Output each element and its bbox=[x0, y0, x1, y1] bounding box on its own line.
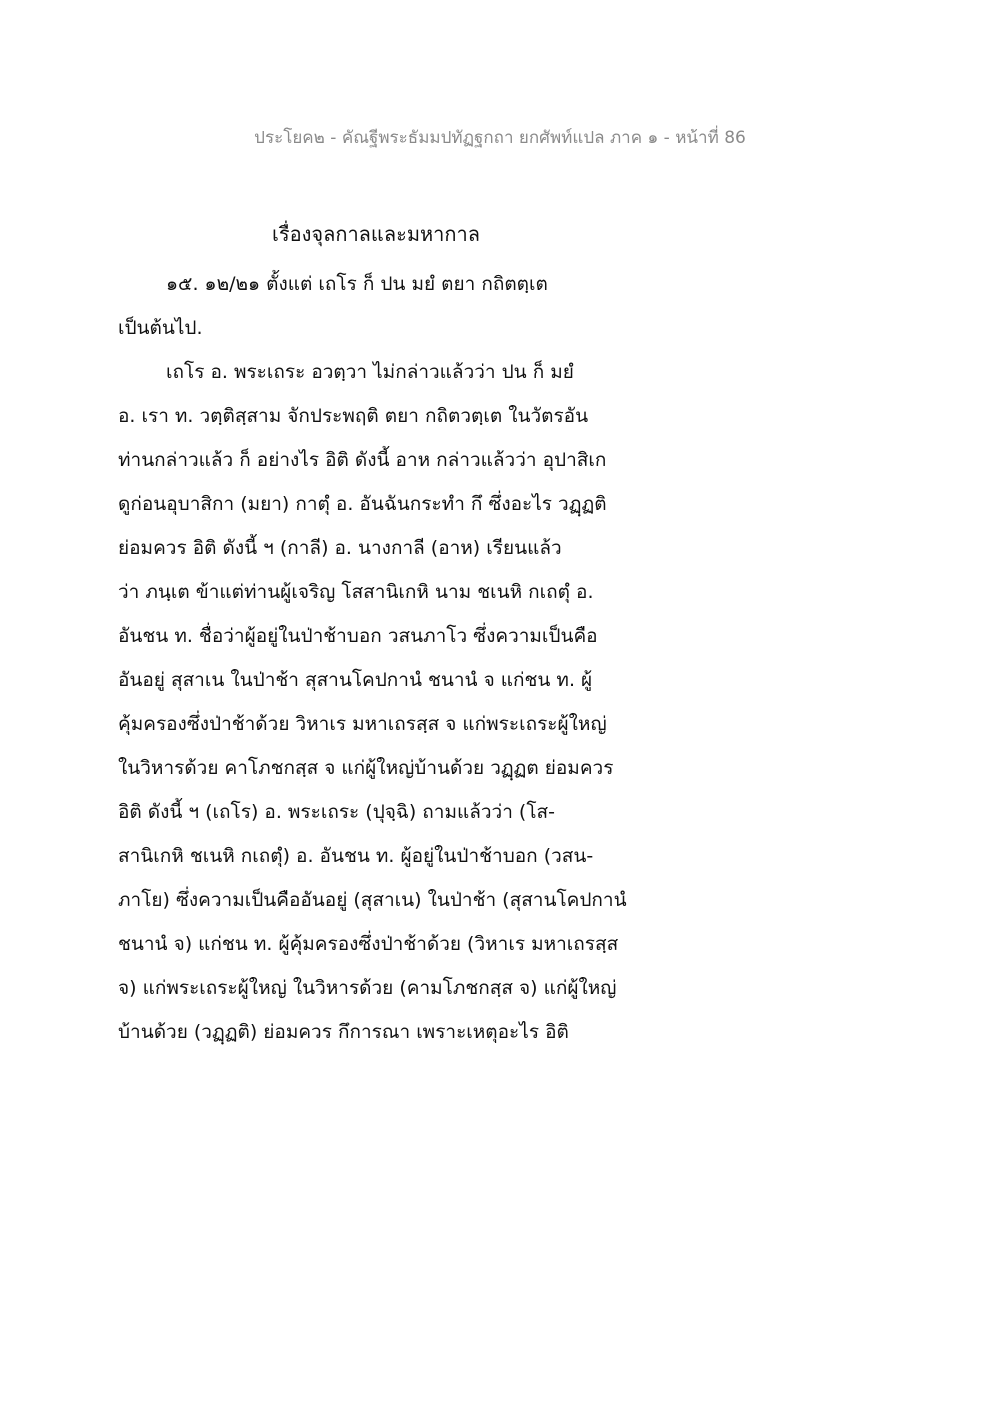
text-line: ว่า ภนฺเต ข้าแต่ท่านผู้เจริญ โสสานิเกหิ นาม ชเนหิ กเถตุํ อ. bbox=[118, 581, 594, 603]
text-line: เถโร อ. พระเถระ อวตฺวา ไม่กล่าวแล้วว่า ปน ก็ มยํ bbox=[166, 361, 574, 383]
text-line: อันอยู่ สุสาเน ในป่าช้า สุสานโคปกานํ ชนานํ จ แก่ชน ท. ผู้ bbox=[118, 669, 593, 691]
running-header: ประโยค๒ - คัณฐีพระธัมมปทัฏฐกถา ยกศัพท์แปล ภาค ๑ - หน้าที่ 86 bbox=[254, 128, 746, 148]
text-line: คุ้มครองซึ่งป่าช้าด้วย วิหาเร มหาเถรสฺส จ แก่พระเถระผู้ใหญ่ bbox=[118, 713, 607, 735]
text-line: ในวิหารด้วย คาโภชกสฺส จ แก่ผู้ใหญ่บ้านด้วย วฏฺฏต ย่อมควร bbox=[118, 757, 614, 779]
text-line: ท่านกล่าวแล้ว ก็ อย่างไร อิติ ดังนี้ อาห กล่าวแล้วว่า อุปาสิเก bbox=[118, 449, 607, 471]
text-line: ๑๕. ๑๒/๒๑ ตั้งแต่ เถโร ก็ ปน มยํ ตยา กถิตตฺเต bbox=[166, 273, 548, 295]
text-line: จ) แก่พระเถระผู้ใหญ่ ในวิหารด้วย (คามโภชกสฺส จ) แก่ผู้ใหญ่ bbox=[118, 977, 617, 999]
text-line: อิติ ดังนี้ ฯ (เถโร) อ. พระเถระ (ปุจฺฉิ) ถามแล้วว่า (โส- bbox=[118, 801, 555, 823]
text-line: ภาโย) ซึ่งความเป็นคืออันอยู่ (สุสาเน) ในป่าช้า (สุสานโคปกานํ bbox=[118, 889, 627, 911]
text-line: ชนานํ จ) แก่ชน ท. ผู้คุ้มครองซึ่งป่าช้าด้วย (วิหาเร มหาเถรสฺส bbox=[118, 933, 619, 955]
body-text bbox=[118, 262, 678, 1054]
text-line: บ้านด้วย (วฏฺฏติ) ย่อมควร กึการณา เพราะเหตุอะไร อิติ bbox=[118, 1021, 569, 1043]
story-title: เรื่องจุลกาลและมหากาล bbox=[272, 222, 481, 246]
text-line: เป็นต้นไป. bbox=[118, 317, 203, 339]
text-line: อันชน ท. ชื่อว่าผู้อยู่ในป่าช้าบอก วสนภาโว ซึ่งความเป็นคือ bbox=[118, 625, 598, 647]
text-line: สานิเกหิ ชเนหิ กเถตุํ) อ. อันชน ท. ผู้อยู่ในป่าช้าบอก (วสน- bbox=[118, 845, 594, 867]
text-line: ย่อมควร อิติ ดังนี้ ฯ (กาลี) อ. นางกาลี (อาห) เรียนแล้ว bbox=[118, 537, 562, 559]
text-line: อ. เรา ท. วตฺติสฺสาม จักประพฤติ ตยา กถิตวตฺเต ในวัตรอัน bbox=[118, 405, 589, 427]
text-line: ดูก่อนอุบาสิกา (มยา) กาตุํ อ. อันฉันกระทำ กึ ซึ่งอะไร วฏฺฏติ bbox=[118, 493, 607, 515]
